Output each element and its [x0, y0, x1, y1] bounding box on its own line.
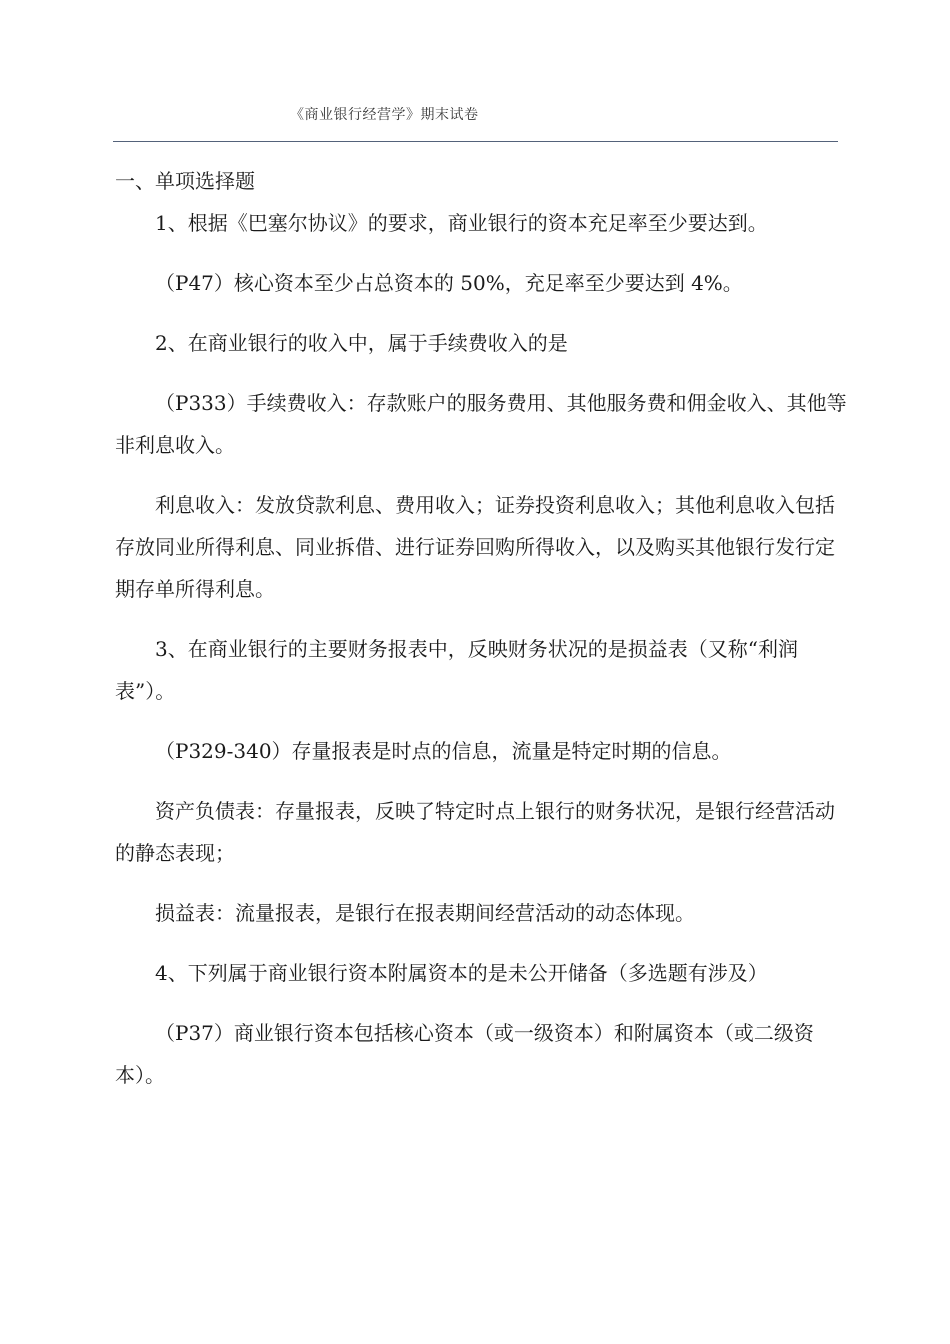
answer-2-interest-income: 利息收入：发放贷款利息、费用收入；证券投资利息收入；其他利息收入包括存放同业所得利息、同业拆借、进行证券回购所得收入，以及购买其他银行发行定期存单所得利息。	[115, 493, 835, 601]
section-title: 一、单项选择题	[115, 169, 255, 193]
question-4: 4、下列属于商业银行资本附属资本的是未公开储备（多选题有涉及）	[155, 961, 768, 985]
question-3: 3、在商业银行的主要财务报表中，反映财务状况的是损益表（又称“利润表”）。	[115, 637, 798, 703]
answer-4-note: （P37）商业银行资本包括核心资本（或一级资本）和附属资本（或二级资本）。	[115, 1021, 814, 1087]
question-1: 1、根据《巴塞尔协议》的要求，商业银行的资本充足率至少要达到。	[155, 211, 768, 235]
document-body	[115, 160, 850, 1114]
header-divider	[113, 141, 838, 142]
answer-2-fee-income: （P333）手续费收入：存款账户的服务费用、其他服务费和佣金收入、其他等非利息收入。	[115, 391, 847, 457]
answer-3-balance-sheet: 资产负债表：存量报表，反映了特定时点上银行的财务状况，是银行经营活动的静态表现；	[115, 799, 835, 865]
question-2: 2、在商业银行的收入中，属于手续费收入的是	[155, 331, 568, 355]
answer-3-note: （P329-340）存量报表是时点的信息，流量是特定时期的信息。	[155, 739, 732, 763]
answer-1-note: （P47）核心资本至少占总资本的 50%，充足率至少要达到 4%。	[155, 271, 743, 295]
page-header-title: 《商业银行经营学》期末试卷	[290, 107, 479, 123]
answer-3-income-statement: 损益表：流量报表，是银行在报表期间经营活动的动态体现。	[155, 901, 695, 925]
